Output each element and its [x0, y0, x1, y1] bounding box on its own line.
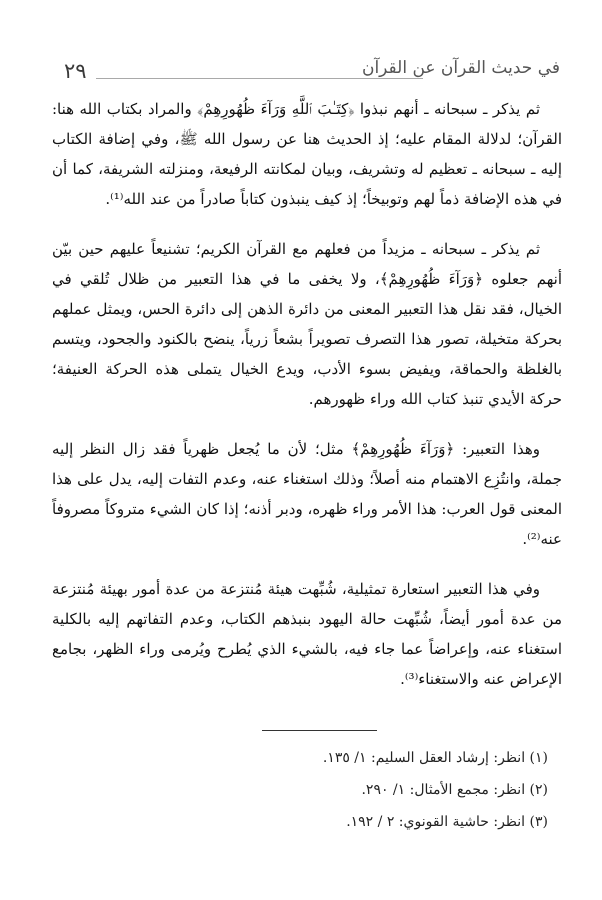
paragraph: وفي هذا التعبير استعارة تمثيلية، شُبِّهت هيئة مُنتزعة من عدة أمور بهيئة مُنتزعة من عدة أمور أيضاً، شُبِّهت حالة اليهود بنبذهم الكتاب، وعدم التفاتهم إليه بالكلية استغناء عنه، وإعراضاً عما جاء فيه، بالشيء الذي يُطرح ويُرمى وراء الظهر، بجامع الإعراض عنه والاستغناء⁽³⁾. [52, 580, 562, 688]
footnote-1: (١) انظر: إرشاد العقل السليم: ١/ ١٣٥. [322, 750, 548, 766]
body-text [52, 94, 562, 714]
running-title: في حديث القرآن عن القرآن [361, 58, 560, 78]
paragraph: وهذا التعبير: ﴿وَرَآءَ ظُهُورِهِمْ﴾ مثل؛ لأن ما يُجعل ظهرياً فقد زال النظر إليه جملة، وانتُزِع الاهتمام منه أصلاً؛ وذلك استغناء عنه، وعدم التفات إليه، يدل على هذا المعنى قول العرب: هذا الأمر وراء ظهره، ودبر أذنه؛ إذا كان الشيء متروكاً مصروفاً عنه⁽²⁾. [52, 440, 562, 548]
header-rule [96, 78, 423, 79]
footnote-separator [262, 730, 377, 731]
page-number: ٢٩ [64, 59, 87, 83]
footnote-3: (٣) انظر: حاشية القونوي: ٢ / ١٩٢. [346, 814, 548, 830]
running-header [54, 57, 560, 87]
footnotes [48, 742, 548, 838]
paragraph: ثم يذكر ـ سبحانه ـ مزيداً من فعلهم مع القرآن الكريم؛ تشنيعاً عليهم حين بيّن أنهم جعلوه ﴿وَرَآءَ ظُهُورِهِمْ﴾، ولا يخفى ما في هذا التعبير من ظلال تُلقي في الخيال، فقد نقل هذا التعبير المعنى من دائرة الذهن إلى دائرة الحس، ويمثل عملهم بحركة متخيلة، تصور هذا التصرف تصويراً بشعاً زرياً، ينضح بالكنود والجحود، ويتسم بالغلظة والحماقة، ويفيض بسوء الأدب، ويدع الخيال يتملى هذه الحركة العنيفة؛ حركة الأيدي تنبذ كتاب الله وراء ظهورهم. [52, 240, 562, 408]
footnote-2: (٢) انظر: مجمع الأمثال: ١/ ٢٩٠. [361, 782, 548, 798]
paragraph: ثم يذكر ـ سبحانه ـ أنهم نبذوا ﴿كِتَـٰبَ ٱللَّهِ وَرَآءَ ظُهُورِهِمْ﴾ والمراد بكتاب الله هنا: القرآن؛ لدلالة المقام عليه؛ إذ الحديث هنا عن رسول الله ﷺ، وفي إضافة الكتاب إليه ـ سبحانه ـ تعظيم له وتشريف، وبيان لمكانته الرفيعة، ومنزلته الشريفة، كما أن في هذه الإضافة ذماً لهم وتوبيخاً؛ إذ كيف ينبذون كتاباً صادراً من عند الله⁽¹⁾. [52, 100, 562, 208]
